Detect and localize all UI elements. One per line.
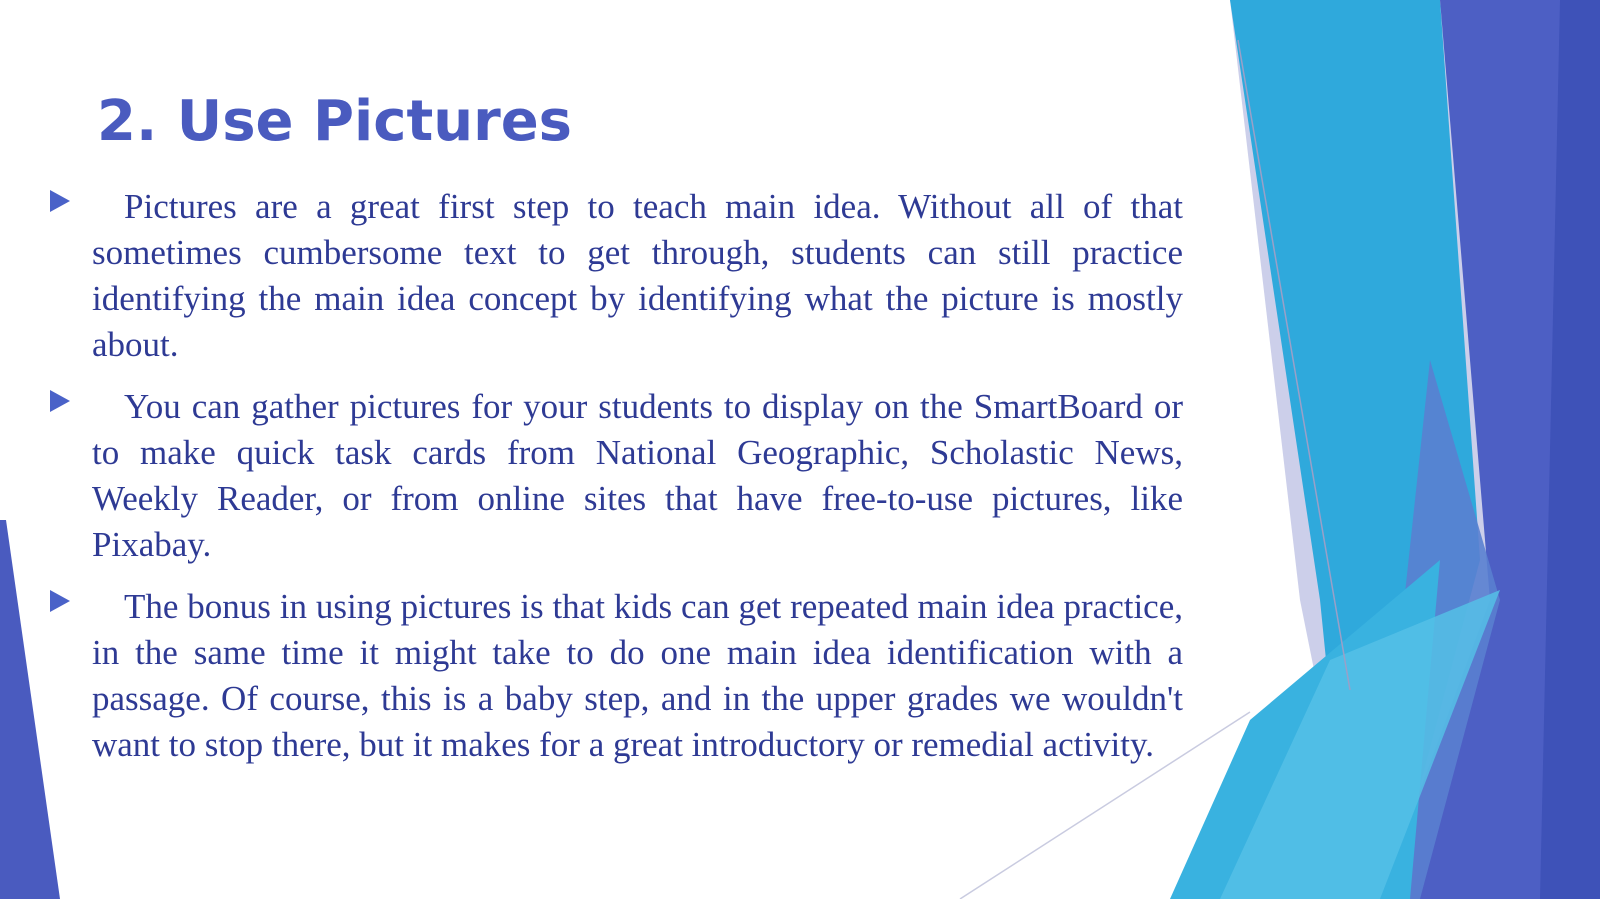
bullet-text: Pictures are a great first step to teach main idea. Without all of that sometimes cumbersome text to get through, students can still practice identifying the main idea concept by identifying what the picture is mostly about. xyxy=(92,187,1183,364)
bullet-list xyxy=(0,184,1600,784)
slide-title: 2. Use Pictures xyxy=(97,89,573,154)
bullet-text: The bonus in using pictures is that kids can get repeated main idea practice, in the same time it might take to do one main idea identification with a passage. Of course, this is a baby step, and in the upper grades we wouldn't want to stop there, but it makes for a great introductory or remedial activity. xyxy=(92,587,1183,764)
bullet-item xyxy=(0,384,1183,568)
triangle-right-bullet-icon xyxy=(50,190,70,212)
bullet-text: You can gather pictures for your students to display on the SmartBoard or to make quick task cards from National Geographic, Scholastic News, Weekly Reader, or from online sites that have free-to-use pictures, like Pixabay. xyxy=(92,387,1183,564)
triangle-right-bullet-icon xyxy=(50,390,70,412)
triangle-right-bullet-icon xyxy=(50,590,70,612)
bullet-item xyxy=(0,184,1183,368)
bullet-item xyxy=(0,584,1183,768)
